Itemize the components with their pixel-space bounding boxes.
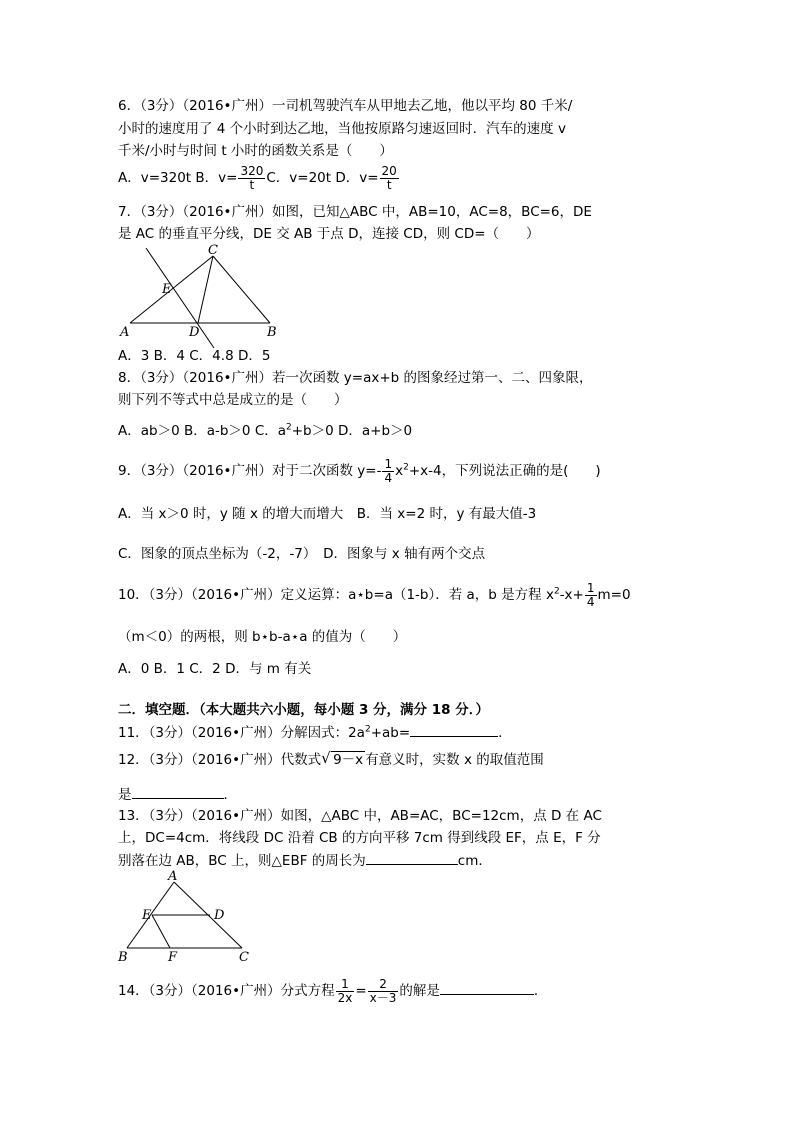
q6-line1: 6．（3分）（2016•广州）一司机驾驶汽车从甲地去乙地，他以平均 80 千米/ (118, 98, 573, 114)
q14-stem: 14．（3分）（2016•广州）分式方程 $\frac{1}{2x}$ = $\frac{2}{x-3}$ 的解是 ． (118, 976, 548, 1005)
q13-line2: 上，DC=4cm．将线段 DC 沿着 CB 的方向平移 7cm 得到线段 EF，点 E，F 分 (118, 830, 601, 846)
q6-options (118, 163, 400, 193)
q14-answer-blank[interactable] (440, 980, 534, 995)
q13-label-c: C (239, 950, 249, 965)
q6-line2: 小时的速度用了 4 个小时到达乙地，当他按原路匀速返回时．汽车的速度 v (118, 121, 566, 137)
q7-label-d: D (189, 325, 200, 340)
q13-answer-blank[interactable] (366, 850, 458, 865)
q6-option-a: A．v=320t B．v= (118, 170, 238, 186)
q13-figure (112, 868, 262, 966)
q12-sqrt: √ 9－x (321, 749, 364, 768)
q9-fraction: $\frac{1}{4}$ (384, 456, 393, 485)
q9-options-cd: C．图象的顶点坐标为（-2，-7） D．图象与 x 轴有两个交点 (118, 546, 486, 562)
q10-options: A．0 B．1 C．2 D．与 m 有关 (118, 661, 312, 677)
q11-answer-blank[interactable] (410, 722, 498, 737)
q6-fraction-d: $\frac{20}{t}$ (381, 163, 397, 192)
q13-line-ef (152, 915, 170, 948)
q10-stem: 10．（3分）（2016•广州）定义运算：a⋆b=a（1-b）．若 a，b 是方程 $x^2-x+$ $\frac{1}{4}$ m=0 (118, 580, 631, 609)
q13-line3: 别落在边 AB，BC 上，则△EBF 的周长为 cm． (118, 850, 492, 871)
q6-fraction-b: $\frac{320}{t}$ (240, 163, 264, 192)
q12-line2: 是 ． (118, 784, 237, 805)
q7-figure (110, 240, 300, 350)
q7-line1: 7．（3分）（2016•广州）如图，已知△ABC 中，AB=10，AC=8，BC=6，DE (118, 204, 592, 220)
q9-options-ab: A．当 x＞0 时，y 随 x 的增大而增大 B．当 x=2 时，y 有最大值-3 (118, 506, 537, 522)
q13-line1: 13．（3分）（2016•广州）如图，△ABC 中，AB=AC，BC=12cm，点 D 在 AC (118, 808, 602, 824)
q13-label-e: E (142, 908, 152, 923)
q6-line3: 千米/小时与时间 t 小时的函数关系是（ ） (118, 143, 393, 159)
q13-label-d: D (214, 908, 225, 923)
q12-answer-blank[interactable] (132, 784, 224, 799)
section-2-heading: 二．填空题．（本大题共六小题，每小题 3 分，满分 18 分．） (118, 702, 489, 718)
q13-label-f: F (168, 950, 178, 965)
q7-line-bc (213, 256, 270, 323)
q14-fraction-2: $\frac{2}{x-3}$ (369, 976, 397, 1005)
q8-line1: 8．（3分）（2016•广州）若一次函数 y=ax+b 的图象经过第一、二、四象限， (118, 370, 593, 386)
q8-line2: 则下列不等式中总是成立的是（ ） (118, 392, 348, 408)
q9-stem: 9．（3分）（2016•广州）对于二次函数 y=- $\frac{1}{4}$ $x^2+x-4$，下列说法正确的是( ) (118, 456, 601, 485)
q14-fraction-1: $\frac{1}{2x}$ (337, 976, 353, 1005)
q13-label-a: A (168, 869, 178, 884)
q7-label-c: C (208, 243, 218, 258)
q8-options: A．ab＞0 B．a-b＞0 C．$a^2+b>0$ D．a+b＞0 (118, 422, 413, 439)
q13-label-b: B (118, 950, 128, 965)
q10-line2: （m＜0）的两根，则 b⋆b-a⋆a 的值为（ ） (118, 629, 407, 645)
q7-label-e: E (162, 282, 172, 297)
q7-label-a: A (120, 325, 130, 340)
q6-option-c: C．v=20t D．v= (266, 170, 379, 186)
q10-fraction: $\frac{1}{4}$ (586, 580, 595, 609)
q7-options: A．3 B．4 C．4.8 D．5 (118, 348, 271, 364)
q7-line2: 是 AC 的垂直平分线，DE 交 AB 于点 D，连接 CD，则 CD=（ ） (118, 226, 540, 242)
q12-stem: 12．（3分）（2016•广州）代数式 √ 9－x 有意义时，实数 x 的取值范围 (118, 749, 544, 768)
q7-label-b: B (267, 325, 277, 340)
q11-stem: 11．（3分）（2016•广州）分解因式：$2a^2+ab=$ ． (118, 722, 512, 743)
